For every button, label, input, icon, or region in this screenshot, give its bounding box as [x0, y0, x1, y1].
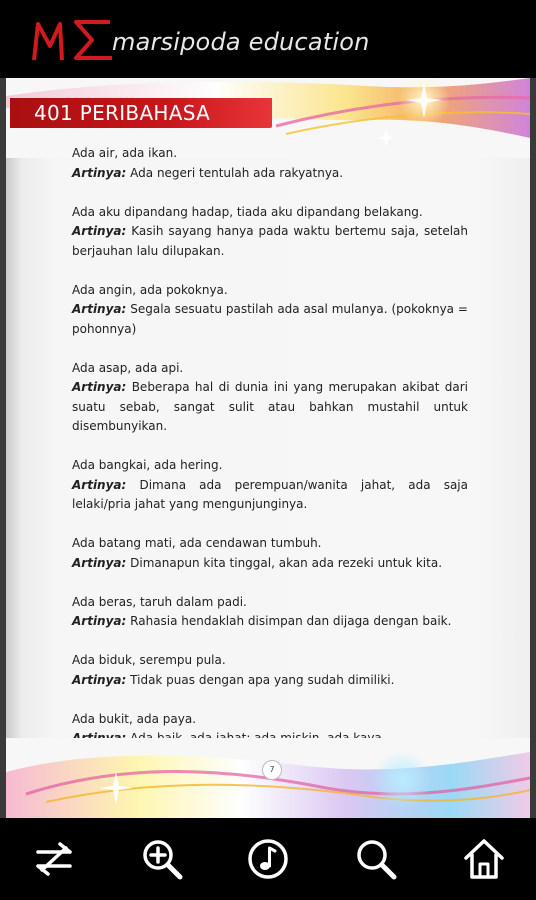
- meaning-text: Dimana ada perempuan/wanita jahat, ada saja lelaki/pria jahat yang mengunjunginya.: [72, 477, 468, 511]
- proverb-list: [72, 144, 468, 768]
- search-button[interactable]: [352, 836, 400, 882]
- proverb-entry: [72, 593, 468, 632]
- proverb-entry: [72, 651, 468, 690]
- proverb-meaning: [72, 476, 468, 515]
- meaning-text: Dimanapun kita tinggal, akan ada rezeki untuk kita.: [130, 555, 443, 570]
- meaning-text: Segala sesuatu pastilah ada asal mulanya. (pokoknya = pohonnya): [72, 302, 468, 336]
- meaning-text: Kasih sayang hanya pada waktu bertemu saja, setelah berjauhan lalu dilupakan.: [72, 224, 468, 258]
- proverb-meaning: [72, 222, 468, 261]
- proverb-entry: [72, 359, 468, 437]
- proverb-meaning: [72, 671, 468, 691]
- proverb-entry: [72, 534, 468, 573]
- swap-pages-icon: [30, 836, 78, 882]
- proverb-meaning: [72, 612, 468, 632]
- proverb-text: Ada batang mati, ada cendawan tumbuh.: [72, 536, 322, 550]
- proverb-text: Ada air, ada ikan.: [72, 146, 178, 160]
- swap-pages-button[interactable]: [30, 836, 78, 882]
- proverb-entry: [72, 281, 468, 340]
- proverb-text: Ada biduk, serempu pula.: [72, 653, 226, 667]
- proverb-text: Ada asap, ada api.: [72, 360, 184, 375]
- proverb-text: Ada angin, ada pokoknya.: [72, 282, 228, 297]
- meaning-text: Ada negeri tentulah ada rakyatnya.: [130, 165, 344, 180]
- book-viewer[interactable]: [0, 78, 536, 818]
- meaning-text: Beberapa hal di dunia ini yang merupakan akibat dari suatu sebab, sangat sulit atau bahkan mustahil untuk disembunyikan.: [72, 380, 468, 433]
- search-icon: [352, 836, 400, 882]
- proverb-text: Ada bukit, ada paya.: [72, 711, 197, 726]
- app-header: [0, 0, 536, 78]
- bottom-toolbar: [0, 818, 536, 900]
- music-icon: [244, 836, 292, 882]
- meaning-label: Artinya:: [72, 477, 127, 492]
- marsipoda-logo-icon: [30, 16, 120, 64]
- proverb-text: Ada aku dipandang hadap, tiada aku dipandang belakang.: [72, 204, 423, 219]
- proverb-meaning: [72, 164, 468, 184]
- proverb-entry: [72, 456, 468, 515]
- meaning-text: Rahasia hendaklah disimpan dan dijaga dengan baik.: [130, 614, 452, 628]
- proverb-meaning: [72, 554, 468, 574]
- meaning-label: Artinya:: [72, 302, 127, 316]
- meaning-label: Artinya:: [72, 380, 127, 394]
- meaning-text: Tidak puas dengan apa yang sudah dimiliki.: [130, 672, 395, 687]
- zoom-in-button[interactable]: [138, 836, 186, 882]
- music-button[interactable]: [244, 836, 292, 882]
- meaning-label: Artinya:: [72, 224, 127, 238]
- meaning-label: Artinya:: [72, 555, 127, 570]
- book-page[interactable]: [6, 78, 530, 818]
- proverb-entry: [72, 144, 468, 183]
- proverb-entry: [72, 203, 468, 262]
- meaning-label: Artinya:: [72, 672, 127, 687]
- zoom-in-icon: [138, 836, 186, 882]
- proverb-text: Ada bangkai, ada hering.: [72, 458, 223, 472]
- proverb-meaning: [72, 300, 468, 339]
- page-number-badge: 7: [262, 760, 282, 780]
- meaning-label: Artinya:: [72, 165, 127, 180]
- home-icon: [460, 836, 508, 882]
- home-button[interactable]: [460, 836, 508, 882]
- app-title: marsipoda education: [112, 28, 370, 56]
- section-title: 401 PERIBAHASA: [34, 101, 211, 125]
- meaning-label: Artinya:: [72, 614, 127, 628]
- proverb-meaning: [72, 378, 468, 437]
- proverb-text: Ada beras, taruh dalam padi.: [72, 594, 247, 609]
